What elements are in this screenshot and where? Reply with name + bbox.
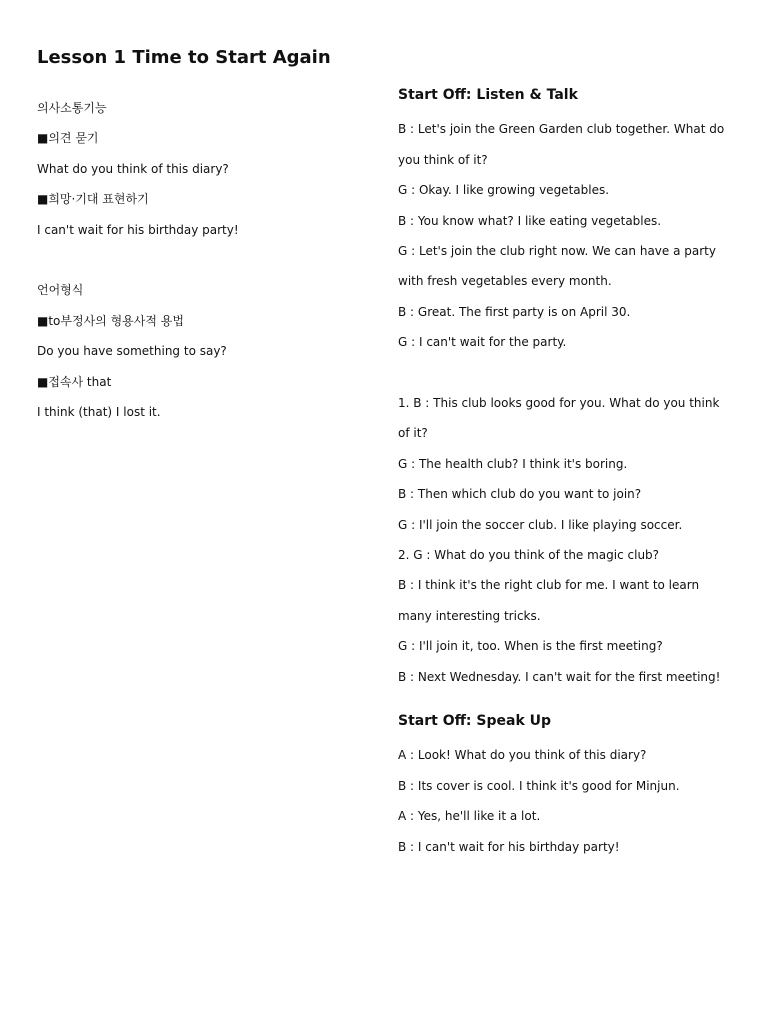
dialogue-line: B : Great. The first party is on April 30. bbox=[398, 304, 631, 319]
dialogue-line: G : The health club? I think it's boring. bbox=[398, 456, 628, 471]
language-form-heading: 언어형식 bbox=[37, 283, 84, 298]
dialogue-line: B : Its cover is cool. I think it's good for Minjun. bbox=[398, 778, 680, 793]
express-hope-label: ■희망·기대 표현하기 bbox=[37, 192, 149, 207]
infinitive-example: Do you have something to say? bbox=[37, 344, 227, 359]
section-spacer bbox=[398, 358, 733, 388]
dialogue-line: B : You know what? I like eating vegetables. bbox=[398, 213, 662, 228]
dialogue-line: B : Next Wednesday. I can't wait for the first meeting! bbox=[398, 669, 721, 684]
lesson-title: Lesson 1 Time to Start Again bbox=[37, 47, 331, 68]
dialogue-line: G : I'll join the soccer club. I like playing soccer. bbox=[398, 517, 683, 532]
dialogue-line: G : Let's join the club right now. We can have a party with fresh vegetables every month. bbox=[398, 244, 716, 289]
dialogue-line: 2. G : What do you think of the magic club? bbox=[398, 548, 660, 563]
dialogue-line: G : I can't wait for the party. bbox=[398, 335, 567, 350]
dialogue-line: B : Then which club do you want to join? bbox=[398, 487, 642, 502]
communication-heading: 의사소통기능 bbox=[37, 101, 107, 115]
ask-opinion-label: ■의견 묻기 bbox=[37, 131, 99, 146]
conjunction-label: ■접속사 that bbox=[37, 374, 112, 389]
ask-opinion-example: What do you think of this diary? bbox=[37, 161, 229, 176]
dialogue-practice bbox=[398, 388, 733, 692]
key-expressions-column bbox=[37, 93, 357, 427]
infinitive-label: ■to부정사의 형용사적 용법 bbox=[37, 313, 184, 328]
dialogue-line: B : I can't wait for his birthday party! bbox=[398, 839, 620, 854]
express-hope-example: I can't wait for his birthday party! bbox=[37, 222, 239, 237]
dialogue-line: A : Yes, he'll like it a lot. bbox=[398, 809, 541, 824]
conjunction-example: I think (that) I lost it. bbox=[37, 404, 161, 419]
speak-up-heading: Start Off: Speak Up bbox=[398, 713, 552, 730]
dialogues-column bbox=[398, 84, 733, 862]
dialogue-line: 1. B : This club looks good for you. What do you think of it? bbox=[398, 396, 720, 441]
dialogue-speak-up bbox=[398, 740, 733, 862]
dialogue-line: A : Look! What do you think of this diary? bbox=[398, 748, 647, 763]
dialogue-line: G : I'll join it, too. When is the first meeting? bbox=[398, 639, 663, 654]
dialogue-listen-talk bbox=[398, 114, 733, 357]
listen-talk-heading: Start Off: Listen & Talk bbox=[398, 87, 578, 103]
dialogue-line: B : Let's join the Green Garden club together. What do you think of it? bbox=[398, 122, 725, 167]
dialogue-line: B : I think it's the right club for me. I want to learn many interesting tricks. bbox=[398, 578, 700, 623]
section-spacer bbox=[37, 245, 357, 275]
dialogue-line: G : Okay. I like growing vegetables. bbox=[398, 183, 610, 198]
